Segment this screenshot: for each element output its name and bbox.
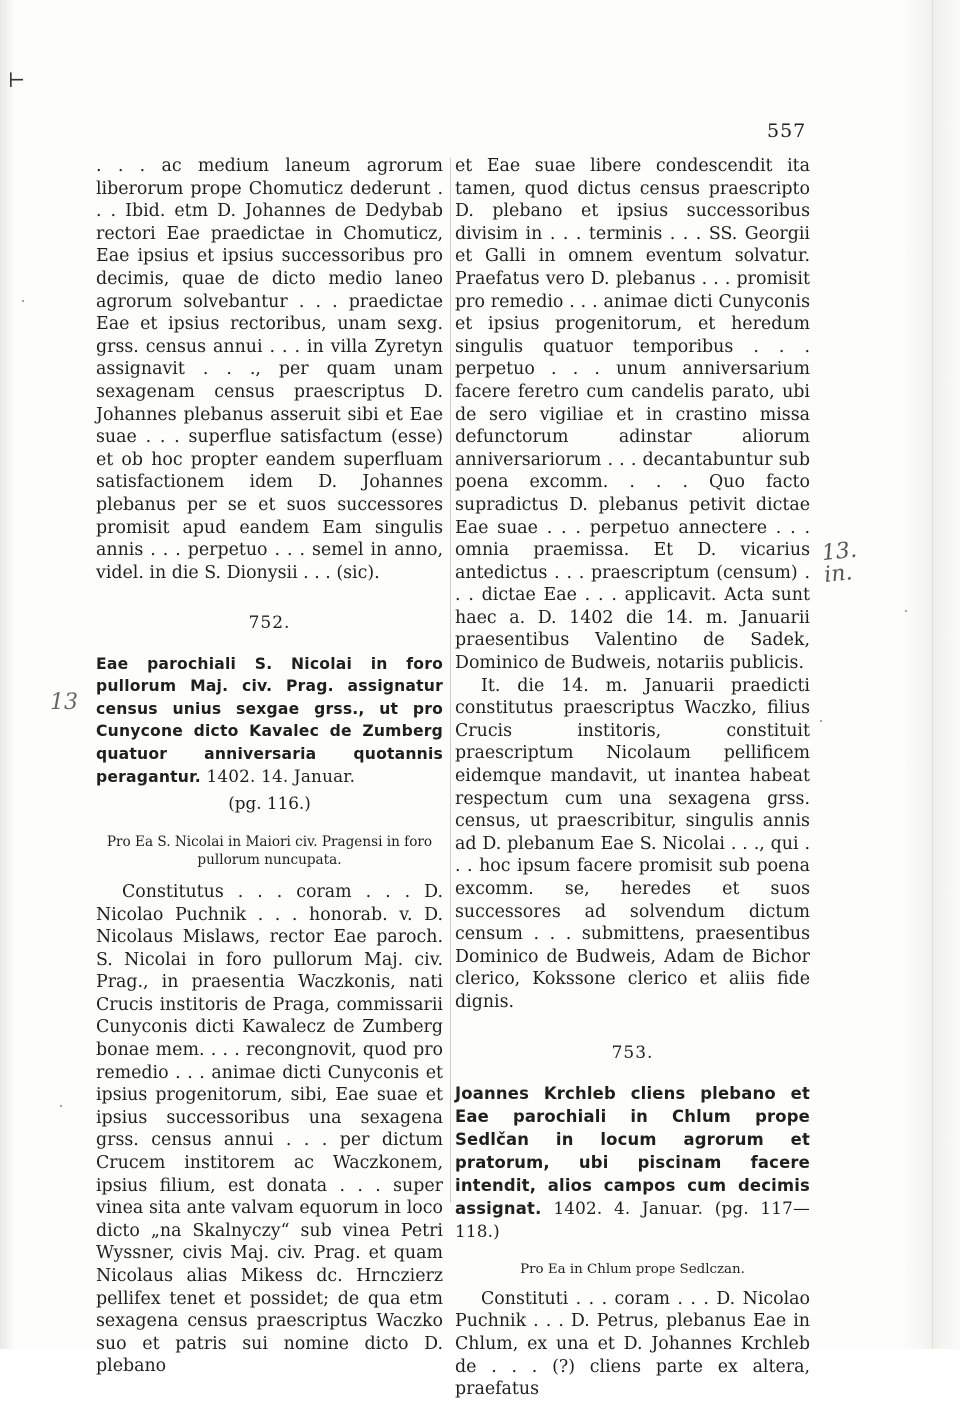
handwritten-margin-note-left: 13 bbox=[50, 690, 78, 715]
scan-right-edge bbox=[902, 0, 960, 1349]
heading-text: Joannes Krchleb cliens plebano et Eae parochiali in Chlum prope Sedlčan in locum agrorum et pratorum, ubi piscinam facere intendit, alios campos cum decimis assignat. bbox=[455, 1084, 810, 1219]
right-column bbox=[455, 155, 810, 1401]
handwritten-margin-note-right: 13. in. bbox=[820, 537, 859, 589]
document-number-753: 753. bbox=[611, 1042, 654, 1063]
paragraph-it-die: It. die 14. m. Januarii praedicti constitutus praescriptus Waczko, filius Crucis institoris, constituit praescriptum Nicolaum pellificem eidemque mandavit, ut inantea habeat respectum cum una sexagena grss. census, ut praescribitur, singulis annis ad D. plebanum Eae S. Nicolai . . ., qui . . . hoc ipsum facere promisit sub poena excomm. se, heredes et suos successores ad solvendum dictum censum . . . submittens, praesentibus Dominico de Budweis, Adam de Bichor clerico, Kokssone clerico et aliis fide dignis. bbox=[455, 675, 810, 1012]
regest-752: Pro Ea S. Nicolai in Maiori civ. Pragensi in foro pullorum nuncupata. bbox=[106, 833, 433, 868]
document-number-752: 752. bbox=[248, 613, 291, 634]
column-divider bbox=[450, 158, 451, 1203]
document-heading-752 bbox=[96, 653, 443, 788]
left-column bbox=[96, 155, 443, 1378]
body-continuation-752: et Eae suae libere condescendit ita tamen, quod dictus census praescripto D. plebano et ipsius successoribus divisim in . . . terminis . . . SS. Georgii et Galli in omnem eventum solvatur. Praefatus vero D. plebanus . . . promisit pro remedio . . . animae dicti Cunyconis et ipsius progenitorum, et heredum singulis quatuor temporibus . . . perpetuo . . . unum anniversarium facere feretro cum candelis parato, ubi de sero vigiliae et in crastino missa defunctorum adinstar aliorum anniversariorum . . . decantabuntur sub poena excomm. . . . Quo facto supradictus D. plebanus petivit dictae Eae suae . . . perpetuo annectere . . . omnia praemissa. Et D. vicarius antedictus . . . praescriptum (censum) . . . dictae Eae . . . applicavit. Acta sunt haec a. D. 1402 die 14. m. Januarii praesentibus Valentino de Sadek, Dominico de Budweis, notariis publicis. bbox=[455, 156, 810, 674]
document-heading-753 bbox=[455, 1082, 810, 1243]
heading-date: 1402. 4. Januar. (pg. 117—118.) bbox=[455, 1198, 810, 1242]
scan-left-edge bbox=[0, 0, 14, 1349]
continuation-paragraph: . . . ac medium laneum agrorum liberorum prope Chomuticz dederunt . . . Ibid. etm D. Johannes de Dedybab rectori Eae praedictae in Chomuticz, Eae ipsius et ipsius successoribus pro decimis, quae de dicto medio laneo agrorum solvebantur . . . praedictae Eae et ipsius rectoribus, unam sexg. grss. census annui . . . in villa Zyretyn assignavit . . ., per quam unam sexagenam census praescriptus D. Johannes plebanus asseruit sibi et Eae suae . . . superflue satisfactum (esse) et ob hoc propter eandem superfluam satisfactionem idem D. Johannes plebanus per se et suos successores promisit apud eandem Eam singulis annis . . . perpetuo . . . semel in anno, videl. in die S. Dionysii . . . (sic). bbox=[96, 156, 443, 583]
page-reference: (pg. 116.) bbox=[228, 793, 311, 814]
binding-mark: ⊢ bbox=[8, 68, 26, 92]
heading-date: 1402. 14. Januar. bbox=[206, 765, 356, 786]
document-body-752: Constitutus . . . coram . . . D. Nicolao Puchnik . . . honorab. v. D. Nicolaus Mislaws, rector Eae paroch. S. Nicolai in foro pullorum Maj. civ. Prag., in praesentia Waczkonis, nati Crucis institoris de Praga, commissarii Cunyconis dicti Kawalecz de Zumberg bonae mem. . . . recongnovit, quod pro remedio . . . animae dicti Cunyconis et ipsius progenitorum, sibi, Eae suae et ipsius successoribus una sexagena grss. census annui . . . per dictum Crucem institorem ac Waczkonem, ipsius filium, est donata . . . super vinea sita ante valvam equorum in loco dicto „na Skalnyczy“ sub vinea Petri Wyssner, civis Maj. civ. Prag. et quam Nicolaus alias Mikess dc. Hrnczierz pellifex tenet et possidet; de qua etm sexagena census praescriptus Waczko suo et patris sui nomine dicto D. plebano bbox=[96, 881, 443, 1377]
regest-753: Pro Ea in Chlum prope Sedlczan. bbox=[520, 1262, 745, 1278]
heading-text: Eae parochiali S. Nicolai in foro pullorum Maj. civ. Prag. assignatur census unius sexgae grss., ut pro Cunycone dicto Kavalec de Zumberg quatuor anniversaria quotannis peragantur. bbox=[96, 654, 443, 786]
document-body-753: Constituti . . . coram . . . D. Nicolao Puchnik . . . D. Petrus, plebanus Eae in Chlum, ex una et D. Johannes Krchleb de . . . (?) cliens parte ex altera, praefatus bbox=[455, 1288, 810, 1400]
page-number: 557 bbox=[767, 120, 807, 142]
